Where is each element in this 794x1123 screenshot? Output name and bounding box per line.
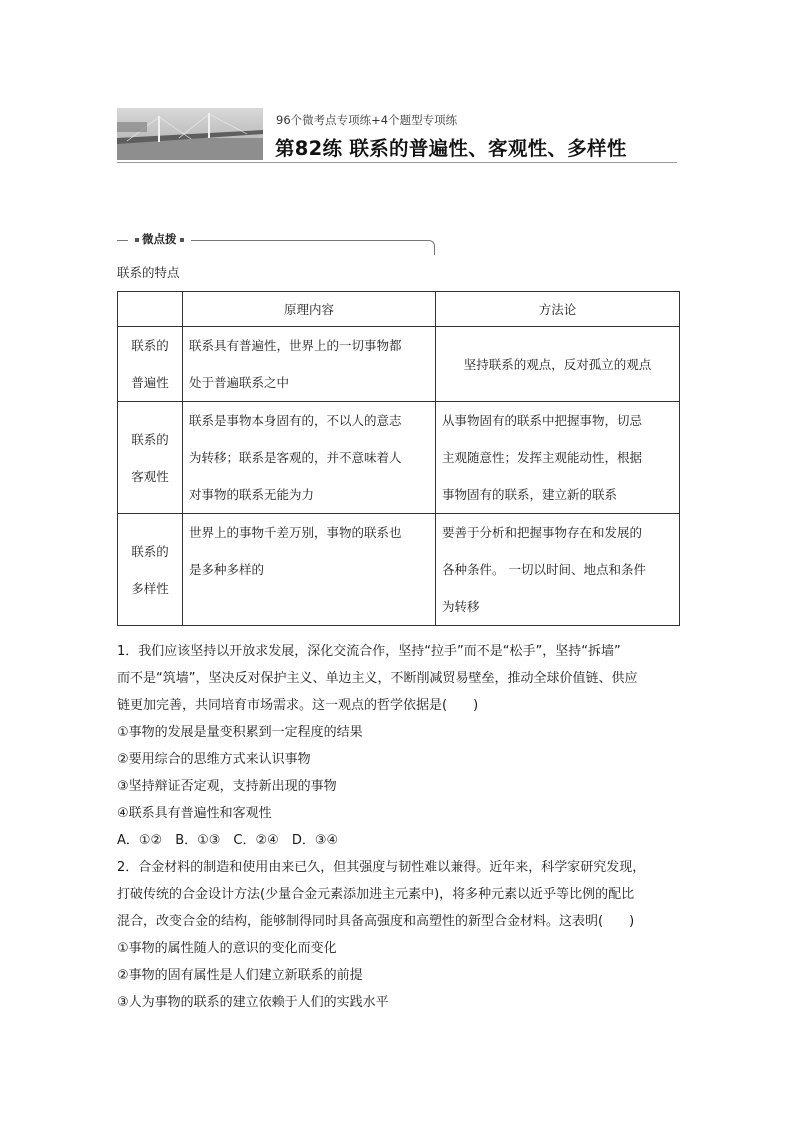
question-1-option: ③坚持辩证否定观，支持新出现的事物 [117, 779, 337, 794]
square-bullet-icon [135, 238, 139, 242]
question-2-stem-line: 混合，改变合金的结构，能够制得同时具备高强度和高塑性的新型合金材料。这表明( ) [117, 914, 635, 929]
row-head: 联系的 客观性 [118, 402, 183, 514]
table-row [118, 514, 680, 626]
method-cell: 坚持联系的观点，反对孤立的观点 [436, 327, 680, 402]
square-bullet-icon [180, 238, 184, 242]
principle-cell: 联系是事物本身固有的，不以人的意志 为转移；联系是客观的，并不意味着人 对事物的联系无能为力 [183, 402, 436, 514]
header-subtitle: 96个微考点专项练+4个题型专项练 [276, 113, 458, 127]
question-2-stem-line: 打破传统的合金设计方法(少量合金元素添加进主元素中)，将多种元素以近乎等比例的配比 [117, 887, 635, 902]
principle-cell: 世界上的事物千差万别，事物的联系也 是多种多样的 [183, 514, 436, 626]
method-cell: 从事物固有的联系中把握事物，切忌 主观随意性；发挥主观能动性，根据 事物固有的联系，建立新的联系 [436, 402, 680, 514]
question-1-choices: A．①② B．①③ C．②④ D．③④ [117, 833, 339, 848]
row-head: 联系的 普遍性 [118, 327, 183, 402]
method-cell: 要善于分析和把握事物存在和发展的 各种条件。 一切以时间、地点和条件 为转移 [436, 514, 680, 626]
table-row [118, 327, 680, 402]
table-header-row [118, 292, 680, 327]
question-2-option: ③人为事物的联系的建立依赖于人们的实践水平 [117, 995, 389, 1010]
question-2-option: ①事物的属性随人的意识的变化而变化 [117, 941, 337, 956]
question-1-option: ①事物的发展是量变积累到一定程度的结果 [117, 725, 363, 740]
page-title: 第82练 联系的普遍性、客观性、多样性 [275, 137, 627, 160]
section-title: 联系的特点 [117, 265, 180, 280]
row-head: 联系的 多样性 [118, 514, 183, 626]
header-divider [117, 162, 677, 163]
question-1-stem-line: 1．我们应该坚持以开放求发展，深化交流合作，坚持“拉手”而不是“松手”，坚持“拆墙” [117, 644, 621, 659]
table-header-cell [118, 292, 183, 327]
question-1-option: ④联系具有普遍性和客观性 [117, 806, 272, 821]
header-bridge-image [117, 108, 263, 160]
table-header-cell: 原理内容 [183, 292, 436, 327]
table-row [118, 402, 680, 514]
tip-box-label: 微点拨 [128, 231, 191, 247]
question-2-stem-line: 2．合金材料的制造和使用由来已久，但其强度与韧性难以兼得。近年来，科学家研究发现， [117, 860, 646, 875]
question-1-option: ②要用综合的思维方式来认识事物 [117, 752, 311, 767]
question-2-option: ②事物的固有属性是人们建立新联系的前提 [117, 968, 363, 983]
principle-cell: 联系具有普遍性，世界上的一切事物都 处于普遍联系之中 [183, 327, 436, 402]
question-1-stem-line: 链更加完善，共同培育市场需求。这一观点的哲学依据是( ) [117, 698, 479, 713]
features-table [117, 291, 680, 626]
table-header-cell: 方法论 [436, 292, 680, 327]
question-1-stem-line: 而不是“筑墙”，坚决反对保护主义、单边主义，不断削减贸易壁垒，推动全球价值链、供应 [117, 671, 638, 686]
